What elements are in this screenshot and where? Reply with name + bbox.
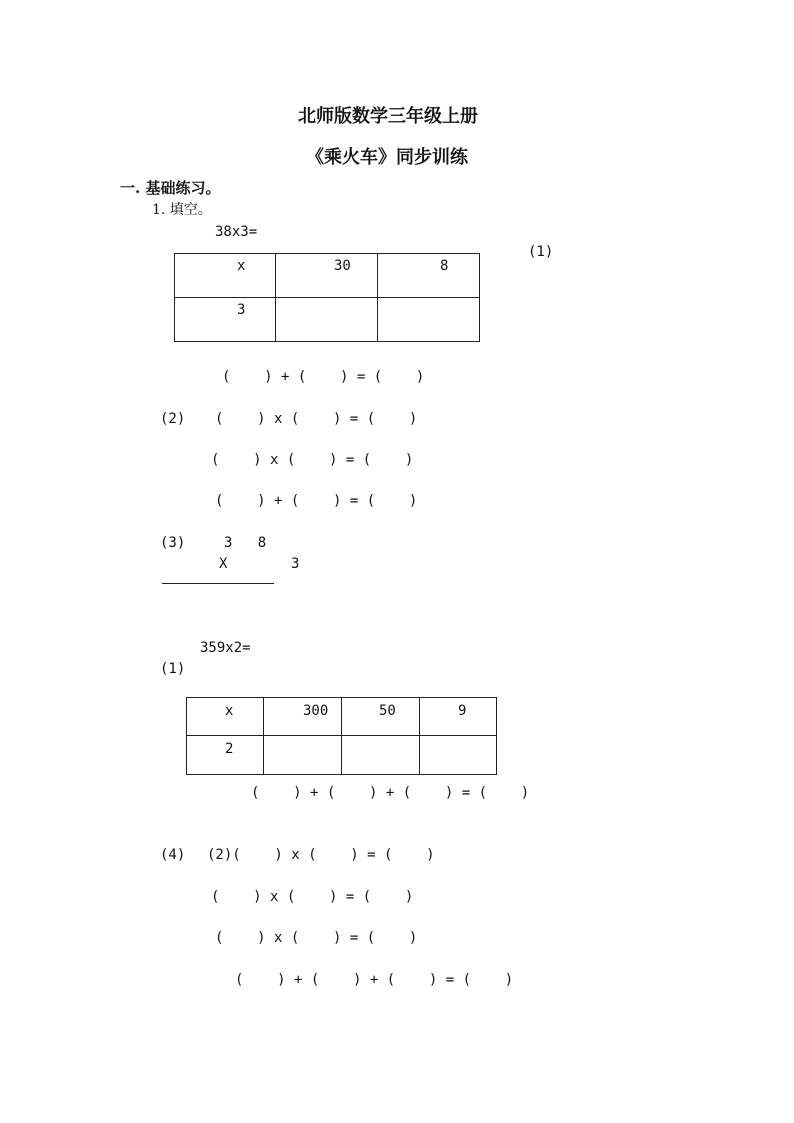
sum-line[interactable]: ( ) + ( ) + ( ) = ( ) bbox=[235, 972, 514, 988]
table-38x3 bbox=[174, 253, 480, 342]
table-cell[interactable] bbox=[276, 298, 378, 342]
table-row bbox=[175, 254, 480, 298]
label-4: (4) bbox=[160, 847, 186, 863]
table-row bbox=[187, 698, 497, 736]
multiply-line[interactable]: ( ) x ( ) = ( ) bbox=[211, 452, 414, 468]
page-subtitle: 《乘火车》同步训练 bbox=[306, 147, 468, 168]
sum-line[interactable]: ( ) + ( ) = ( ) bbox=[222, 369, 425, 385]
table-row bbox=[187, 736, 497, 775]
vertical-multiplier: 3 bbox=[291, 556, 300, 572]
sum-line[interactable]: ( ) + ( ) + ( ) = ( ) bbox=[251, 785, 530, 801]
table-cell: 8 bbox=[378, 254, 480, 298]
vertical-rule bbox=[162, 583, 274, 584]
table-359x2 bbox=[186, 697, 497, 775]
multiply-line[interactable]: ( ) x ( ) = ( ) bbox=[211, 889, 414, 905]
multiply-line[interactable]: ( ) x ( ) = ( ) bbox=[215, 411, 418, 427]
table-cell: 3 bbox=[175, 298, 276, 342]
section-heading: 一. 基础练习。 bbox=[120, 179, 221, 197]
table-cell: x bbox=[175, 254, 276, 298]
multiply-line[interactable]: (2)( ) x ( ) = ( ) bbox=[207, 847, 435, 863]
label-1: (1) bbox=[528, 244, 554, 260]
sum-line[interactable]: ( ) + ( ) = ( ) bbox=[215, 493, 418, 509]
table-cell[interactable] bbox=[378, 298, 480, 342]
table-cell: 30 bbox=[276, 254, 378, 298]
table-cell[interactable] bbox=[264, 736, 342, 775]
vertical-top: 3 8 bbox=[224, 535, 267, 551]
page-title: 北师版数学三年级上册 bbox=[298, 106, 478, 127]
table-cell: 300 bbox=[264, 698, 342, 736]
table-row bbox=[175, 298, 480, 342]
table-cell: x bbox=[187, 698, 264, 736]
label-2: (2) bbox=[160, 411, 186, 427]
expression-38x3: 38x3= bbox=[215, 224, 258, 240]
table-cell: 2 bbox=[187, 736, 264, 775]
label-1: (1) bbox=[160, 661, 186, 677]
table-cell[interactable] bbox=[342, 736, 420, 775]
question-label: 1. 填空。 bbox=[152, 202, 212, 218]
expression-359x2: 359x2= bbox=[200, 640, 251, 656]
table-cell: 50 bbox=[342, 698, 420, 736]
table-cell[interactable] bbox=[420, 736, 497, 775]
multiply-line[interactable]: ( ) x ( ) = ( ) bbox=[215, 930, 418, 946]
label-3: (3) bbox=[160, 535, 186, 551]
table-cell: 9 bbox=[420, 698, 497, 736]
vertical-multiply-sign: X bbox=[219, 556, 228, 572]
